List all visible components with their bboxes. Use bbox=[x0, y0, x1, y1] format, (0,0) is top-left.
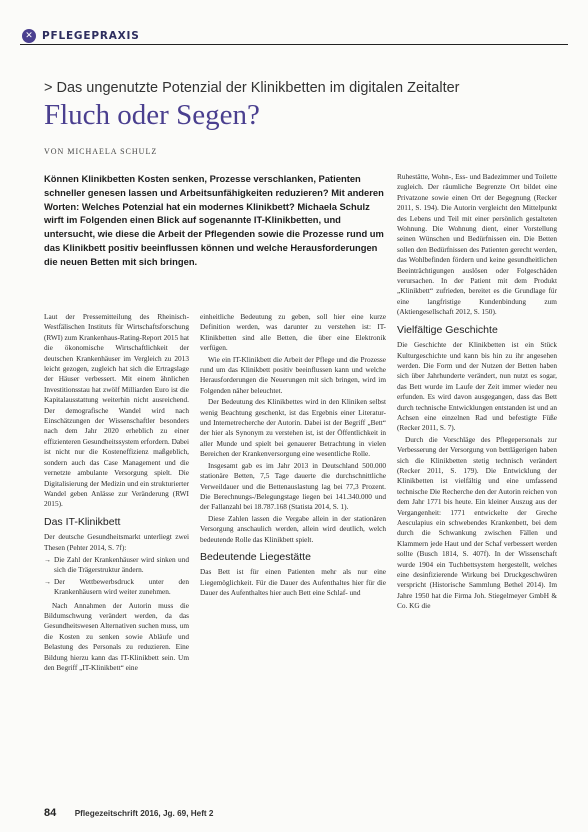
list-item: → Der Wettbewerbsdruck unter den Krankenhäusern wird weiter zunehmen. bbox=[54, 577, 189, 598]
text-column-3 bbox=[397, 172, 557, 802]
list-item: → Die Zahl der Krankenhäuser wird sinken und sich die Trägerstruktur ändern. bbox=[54, 555, 189, 576]
paragraph: Der deutsche Gesundheitsmarkt unterliegt zwei Thesen (Pehter 2014, S. 7f): bbox=[44, 532, 189, 552]
subheading-it-klinikbett: Das IT-Klinikbett bbox=[44, 515, 121, 528]
subheading-geschichte: Vielfältige Geschichte bbox=[397, 323, 498, 336]
paragraph: Der Bedeutung des Klinikbettes wird in den Kliniken selbst wenig Beachtung geschenkt, ist das Ergebnis einer Literatur- und Internetrecherche der Autorin. Dabei ist der Begriff „Bett“ der hier als Synonym zu verstehen ist, ist der Öffentlichkeit in aller Munde und spielt bei genauerer Betrachtung in vielen Bereichen der Krankenversorgung eine wesentliche Rolle. bbox=[200, 397, 386, 459]
header-rule bbox=[20, 44, 568, 45]
lead-paragraph: Können Klinikbetten Kosten senken, Prozesse verschlanken, Patienten schneller genesen lassen und Arbeitsunfähigkeiten reduzieren? Mit anderen Worten: Welches Potenzial hat ein modernes Klinikbett? Michaela Schulz wirft im Folgenden einen Blick auf sogenannte IT-Klinikbetten, und untersucht, wie diese die Arbeit der Pflegenden sowie die Prozesse rund um das Klinikbett positiv beeinflussen können und welche Herausforderungen die neuen Betten mit sich bringen. bbox=[44, 173, 384, 267]
page-footer bbox=[44, 803, 214, 821]
page-number: 84 bbox=[44, 807, 57, 819]
paragraph: einheitliche Bedeutung zu geben, soll hier eine kurze Definition werden, was darunter zu verstehen ist: IT-Klinikbetten sind alle Betten, die über eine Elektronik verfügen. bbox=[200, 312, 386, 353]
article-title: Fluch oder Segen? bbox=[44, 99, 260, 131]
text-column-1 bbox=[44, 312, 189, 802]
paragraph: Nach Annahmen der Autorin muss die Bildumschwung verändert werden, da das Gesundheitswesen Alternativen suchen muss, um die Kosten zu senken sowie Abläufe und Belastung des Personals zu reduzieren. Eine Bildung hierzu kann das IT-Klinikbett sein. Um den Begriff „IT-Klinikbett“ eine bbox=[44, 600, 189, 672]
section-label: PFLEGEPRAXIS bbox=[42, 30, 140, 42]
thesis-list bbox=[44, 555, 189, 598]
paragraph: Insgesamt gab es im Jahr 2013 in Deutschland 500.000 stationäre Betten, 7,5 Tage dauerte die durchschnittliche Verweildauer und die Bettenauslastung lag bei 77,3 Prozent. Die Berechnungs-/Belegungstage liegen bei 141.340.000 und der Fallanzahl bei 18.787.168 (Statista 2014, S. 1). bbox=[200, 460, 386, 512]
paragraph: Das Bett ist für einen Patienten mehr als nur eine Liegemöglichkeit. Für die Dauer des Aufenthaltes hier für die Dauer des Aufenthaltes hier auch Bett eine Schlaf- und bbox=[200, 567, 386, 598]
close-x-icon: ✕ bbox=[22, 29, 36, 43]
paragraph: Die Geschichte der Klinikbetten ist ein Stück Kulturgeschichte und kann bis hin zu ihr angesehen werden. Die Form und der Nutzen der Betten haben sich über Jahrhunderte verändert, nun nutzt es sogar, das Bett wurde im Laufe der Zeit immer wieder neu erfunden. Es wird davon ausgegangen, dass das Bett durch technische Entwicklungen entstanden ist und an Achsen eine einzelnen Rad und befestigte Füße (Recker 2011, S. 7). bbox=[397, 340, 557, 433]
paragraph: Ruhestätte, Wohn-, Ess- und Badezimmer und Toilette zugleich. Der räumliche Begrenzte Ort bildet eine Privatzone sowie einen Ort der Begegnung (Recker 2011, S. 194). Die Autorin vergleicht den Mittelpunkt des Lebens und Teil mit einer persönlich gestalteten Wohnung. Die Wohnung dient, einer Vorstellung seinen Wünschen und Bedürfnissen ein. Die Betten sollen den Bedürfnissen des Patienten gerecht werden, das Wohlbefinden fördern und keine gesundheitlichen Beeinträchtigungen auslösen oder Folgeschäden verursachen. In der Patient mit dem Produkt „Klinikbett“ zufrieden, bereitet es die Grundlage für eine langfristige Kundenbindung zum (Aktiengesellschaft 2012, S. 150). bbox=[397, 172, 557, 317]
paragraph: Diese Zahlen lassen die Vergabe allein in der stationären Versorgung anschaulich werden, allein wird deutlich, welch bedeutende Rolle das Klinikbett spielt. bbox=[200, 513, 386, 544]
article-lead bbox=[44, 172, 386, 269]
journal-citation: Pflegezeitschrift 2016, Jg. 69, Heft 2 bbox=[74, 809, 214, 818]
page-header bbox=[0, 0, 588, 54]
paragraph: Laut der Pressemitteilung des Rheinisch-Westfälischen Instituts für Wirtschaftsforschung (RWI) zum Krankenhaus-Rating-Report 2015 hat die ökonomische Wirtschaftlichkeit der deutschen Krankenhäuser im Vergleich zu 2013 leicht gezogen, zugleich hat sich die Ertragslage der Häuser verbessert. Mit einem ähnlichen Investitionsstau hat zwölf Milliarden Euro ist die Kapitalausstattung weiterhin nicht ausreichend. Der demografische Wandel wird nach Einschätzungen der Wissenschaftler besonders nach dem Jahr 2020 erheblich zu einer effizienteren Gesundheitssystem erfordern. Dabei ist nicht nur die Kosteneffizienz maßgeblich, sondern auch das Case Management und die vernetzte ambulante Versorgung spielt. Die Digitalisierung der Medizin und ein strukturierter Wandel geben Anlässe zur Veränderung (RWI 2015). bbox=[44, 312, 189, 509]
article-author: VON MICHAELA SCHULZ bbox=[44, 147, 158, 156]
article-kicker: > Das ungenutzte Potenzial der Klinikbetten im digitalen Zeitalter bbox=[44, 80, 460, 96]
paragraph: Wie ein IT-Klinikbett die Arbeit der Pflege und die Prozesse rund um das Klinikbett positiv beeinflussen kann und welche Herausforderungen die Neuerungen mit sich bringen, wird im Folgenden näher beleuchtet. bbox=[200, 354, 386, 395]
text-column-2 bbox=[200, 312, 386, 802]
paragraph: Durch die Vorschläge des Pflegepersonals zur Verbesserung der Versorgung von bettlägerigen haben sich die Klinikbetten stetig technisch verändert (Recker 2011, S. 179). Die Entwicklung der Klinikbetten ist vielfältig und eine umfassend technische Die Recherche den der Autorin reichen von dem Jahr 1771 bis heute. Ein kleiner Auszug aus der Vergangenheit: 1771 entwickelte der Greche Aesculapius ein schwebendes Krankenbett, bei dem durch die Schwankung zwischen Fällen und Klammern jede Haut und der Schaf verbessert werden sollte (Busch 1814, S. 407f). In der Wissenschaft wurde 1904 ein Tuchbettsystem hergestellt, welches eine desinfizierende Wirkung bei Druckgeschwüren verspricht (Historische Sammlung Bethel 2014). Im Jahre 1950 hat die Firma Joh. Stiegelmeyer GmbH & Co. KG die bbox=[397, 434, 557, 611]
subheading-liegestaette: Bedeutende Liegestätte bbox=[200, 550, 311, 563]
section-tag bbox=[22, 29, 140, 43]
